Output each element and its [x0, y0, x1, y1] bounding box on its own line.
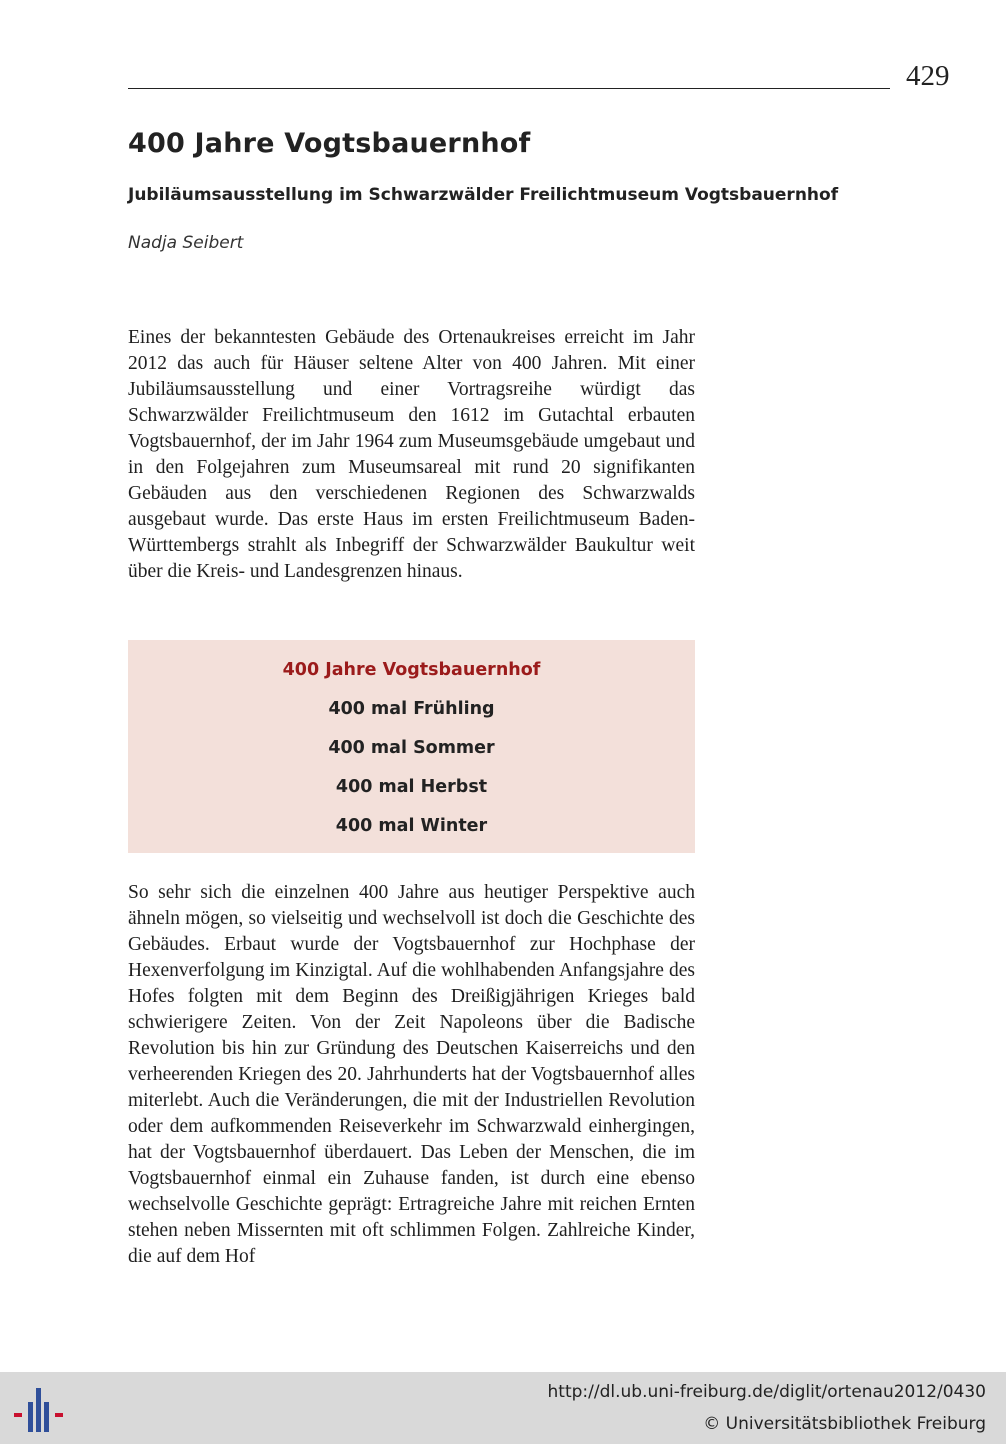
- highlight-box: [128, 640, 695, 853]
- paragraph-history: So sehr sich die einzelnen 400 Jahre aus heutiger Perspektive auch ähneln mögen, so vielseitig und wechselvoll ist doch die Geschichte des Gebäudes. Erbaut wurde der Vogtsbauernhof zur Hochphase der Hexenverfolgung im Kinzigtal. Auf die wohlhabenden Anfangsjahre des Hofes folgten mit dem Beginn des Dreißigjährigen Krieges bald schwierigere Zeiten. Von der Zeit Napoleons über die Badische Revolution bis hin zur Gründung des Deutschen Kaiserreichs und den verheerenden Kriegen des 20. Jahrhunderts hat der Vogtsbauernhof alles miterlebt. Auch die Veränderungen, die mit der Industriellen Revolution oder dem aufkommenden Reiseverkehr im Schwarzwald einhergingen, hat der Vogtsbauernhof überdauert. Das Leben der Menschen, die im Vogtsbauernhof einmal ein Zuhause fanden, ist durch eine ebenso wechselvolle Geschichte geprägt: Ertragreiche Jahre mit reichen Ernten stehen neben Missernten mit oft schlimmen Folgen. Zahlreiche Kinder, die auf dem Hof: [128, 882, 695, 1267]
- footer-url-link[interactable]: http://dl.ub.uni-freiburg.de/diglit/ortenau2012/0430: [547, 1382, 986, 1402]
- footer-copyright: © Universitätsbibliothek Freiburg: [703, 1414, 986, 1434]
- footer-bar: [0, 1372, 1006, 1444]
- highlight-box-title: 400 Jahre Vogtsbauernhof: [282, 660, 541, 680]
- highlight-box-line: 400 mal Herbst: [335, 777, 488, 797]
- highlight-box-line: 400 mal Frühling: [328, 699, 495, 719]
- header-rule: [128, 88, 890, 89]
- article-subtitle: Jubiläumsausstellung im Schwarzwälder Freilichtmuseum Vogtsbauernhof: [128, 185, 839, 205]
- page-number: 429: [906, 60, 950, 92]
- paragraph-intro: Eines der bekanntesten Gebäude des Ortenaukreises erreicht im Jahr 2012 das auch für Häuser seltene Alter von 400 Jahren. Mit einer Jubiläumsausstellung und einer Vortragsreihe würdigt das Schwarzwälder Freilichtmuseum den 1612 im Gutachtal erbauten Vogtsbauernhof, der im Jahr 1964 zum Museumsgebäude umgebaut und in den Folgejahren zum Museumsareal mit rund 20 signifikanten Gebäuden aus den verschiedenen Regionen des Schwarzwalds ausgebaut wurde. Das erste Haus im ersten Freilichtmuseum Baden-Württembergs strahlt als Inbegriff der Schwarzwälder Baukultur weit über die Kreis- und Landesgrenzen hinaus.: [128, 327, 695, 582]
- highlight-box-line: 400 mal Winter: [335, 816, 488, 836]
- article-author: Nadja Seibert: [128, 233, 244, 253]
- ub-freiburg-logo-icon: [14, 1386, 64, 1436]
- highlight-box-line: 400 mal Sommer: [328, 738, 495, 758]
- article-title: 400 Jahre Vogtsbauernhof: [128, 128, 531, 159]
